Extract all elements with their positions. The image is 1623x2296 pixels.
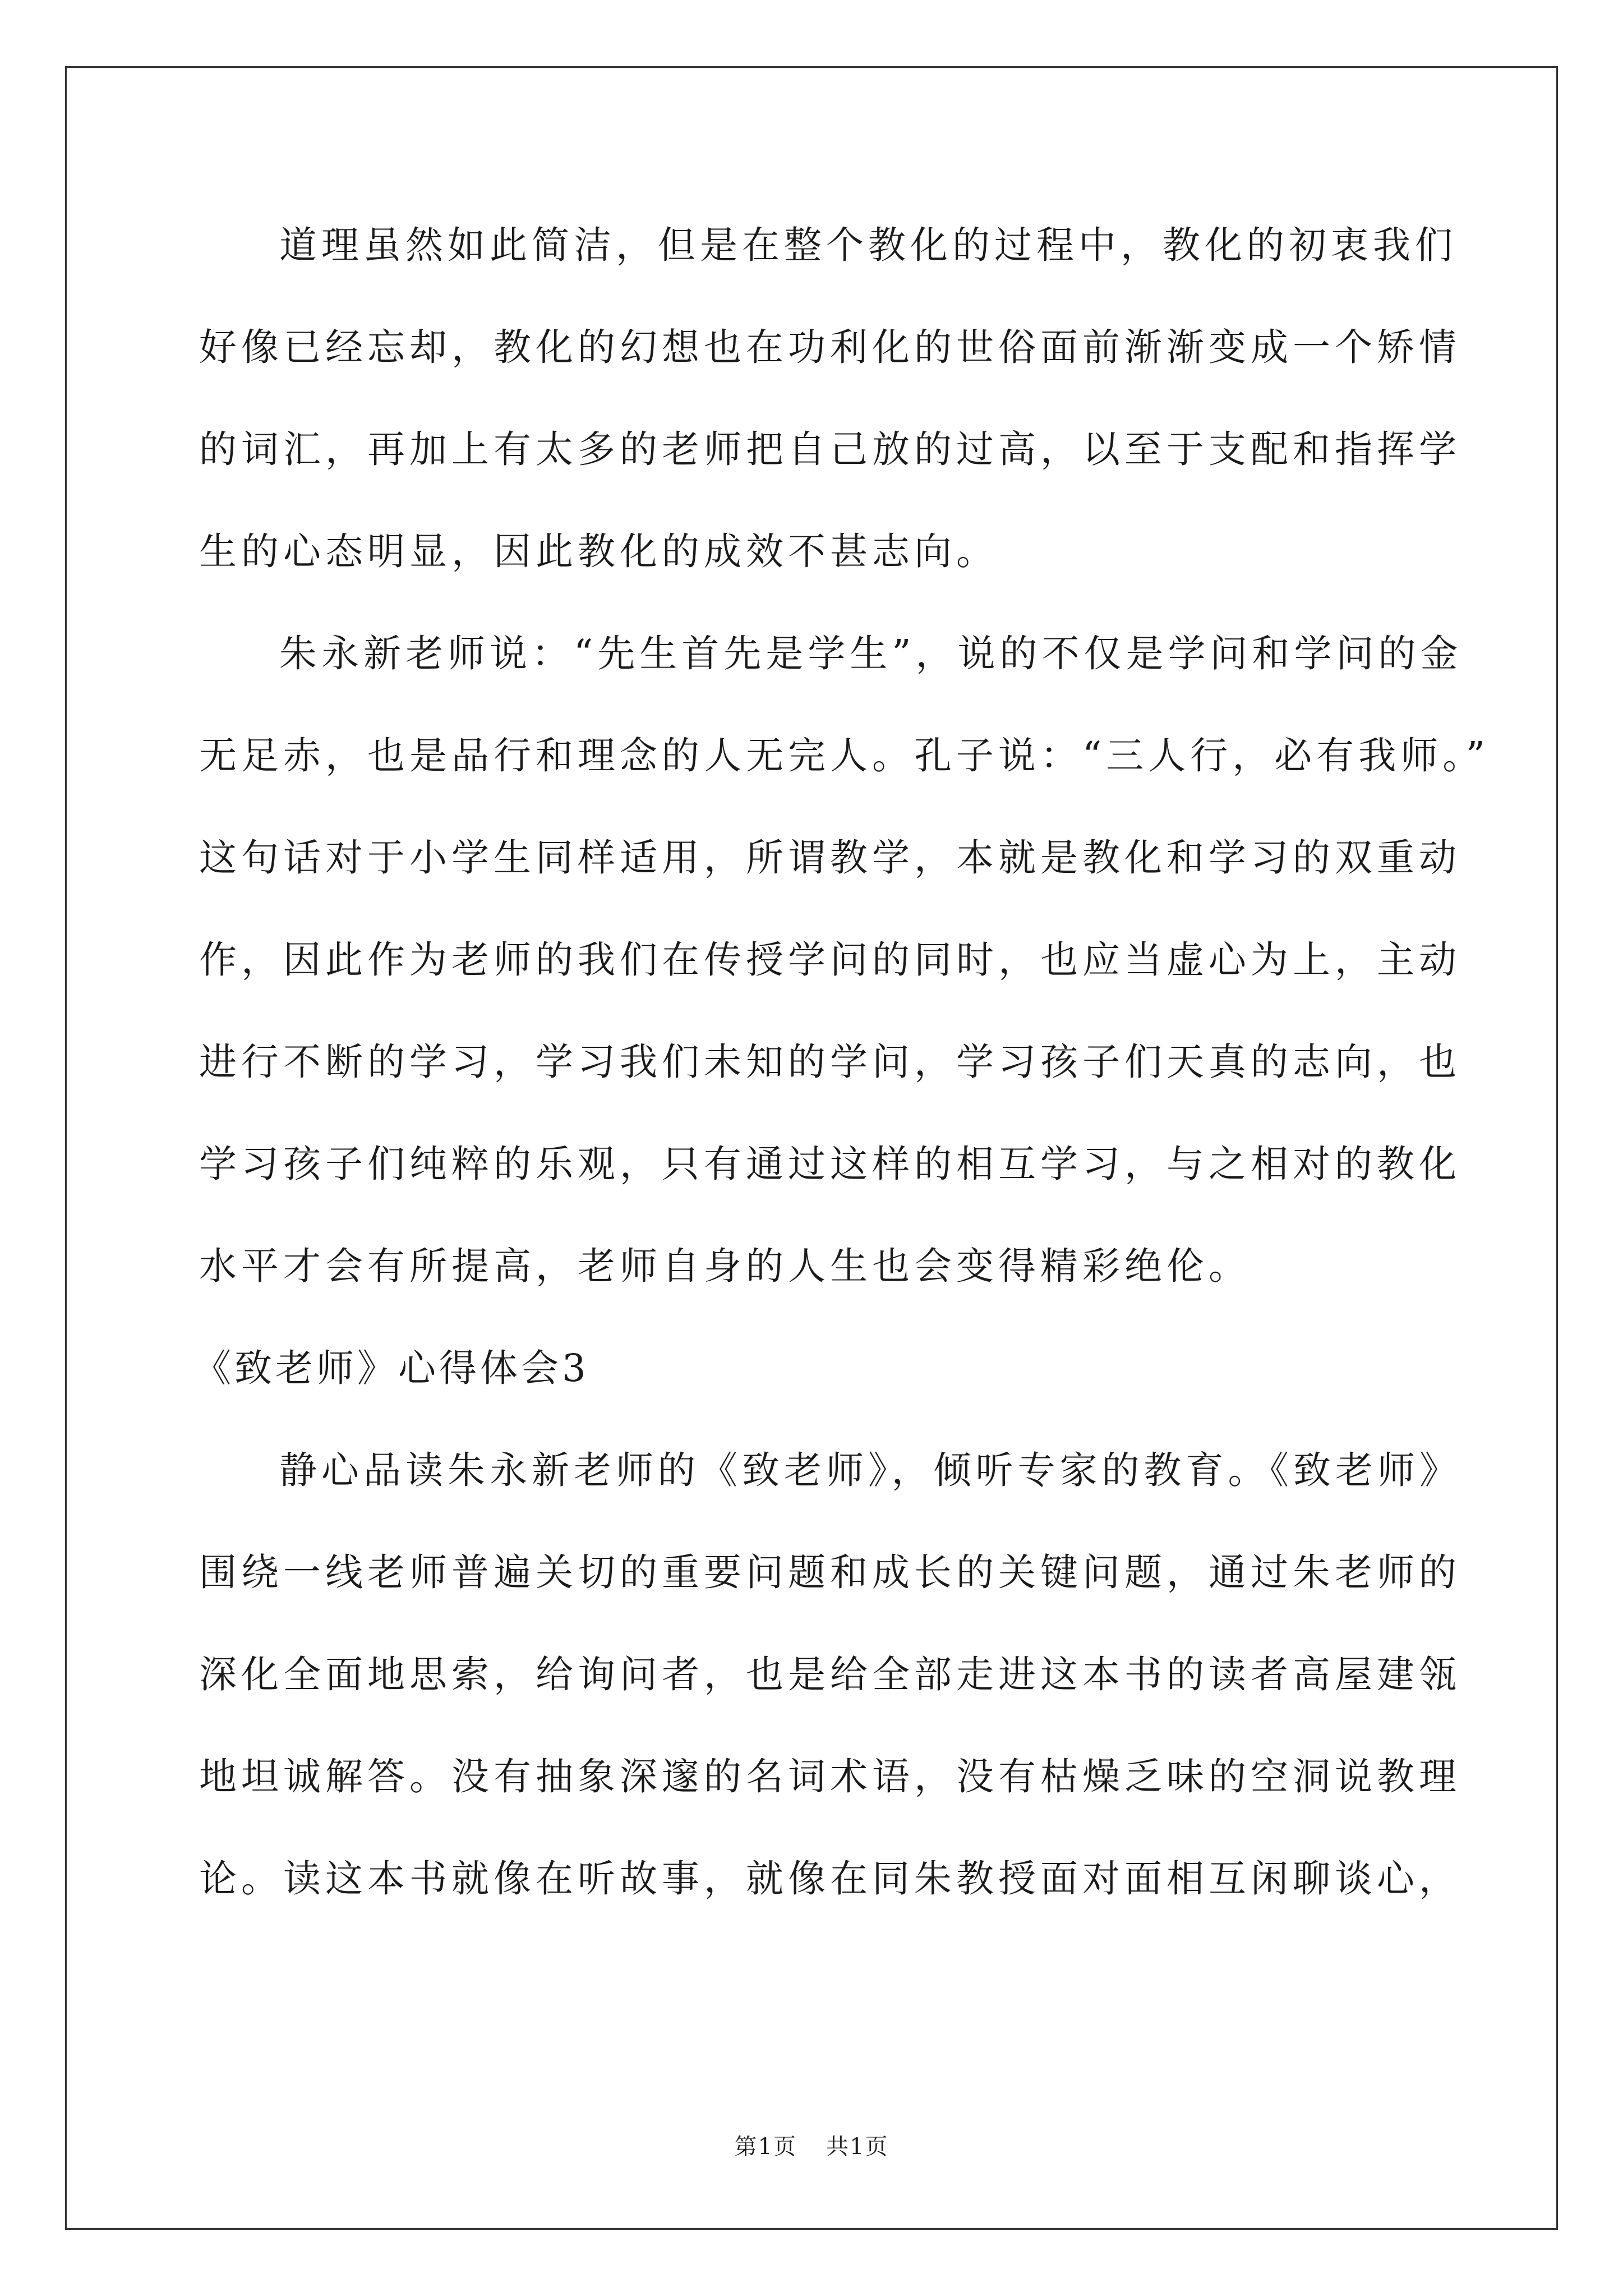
page-number: 第1页 [734, 2134, 797, 2160]
paragraph-3 [199, 1441, 1461, 1952]
document-body [193, 216, 1490, 1952]
paragraph-line: 学习孩子们纯粹的乐观，只有通过这样的相互学习，与之相对的教化 [199, 1142, 1461, 1186]
paragraph-line: 进行不断的学习，学习我们未知的学问，学习孩子们天真的志向，也 [199, 1040, 1461, 1084]
paragraph-line: 无足赤，也是品行和理念的人无完人。孔子说：“三人行，必有我师。” [199, 734, 1490, 777]
paragraph-line: 朱永新老师说：“先生首先是学生”，说的不仅是学问和学问的金 [279, 632, 1463, 675]
paragraph-line: 这句话对于小学生同样适用，所谓教学，本就是教化和学习的双重动 [199, 836, 1461, 880]
paragraph-line: 水平才会有所提高，老师自身的人生也会变得精彩绝伦。 [199, 1244, 1251, 1288]
paragraph-line: 围绕一线老师普遍关切的重要问题和成长的关键问题，通过朱老师的 [199, 1550, 1461, 1594]
paragraph-line: 作，因此作为老师的我们在传授学问的同时，也应当虚心为上，主动 [199, 938, 1461, 982]
section-heading: 《致老师》心得体会3 [193, 1346, 589, 1390]
paragraph-line: 道理虽然如此简洁，但是在整个教化的过程中，教化的初衷我们 [279, 223, 1457, 267]
paragraph-line: 生的心态明显，因此教化的成效不甚志向。 [199, 530, 998, 573]
paragraph-line: 好像已经忘却，教化的幻想也在功利化的世俗面前渐渐变成一个矫情 [199, 325, 1461, 369]
paragraph-line: 的词汇，再加上有太多的老师把自己放的过高，以至于支配和指挥学 [199, 427, 1461, 471]
paragraph-2 [199, 624, 1490, 1339]
paragraph-line: 深化全面地思索，给询问者，也是给全部走进这本书的读者高屋建瓴 [199, 1653, 1461, 1696]
page-total: 共1页 [826, 2134, 889, 2160]
paragraph-line: 地坦诚解答。没有抽象深邃的名词术语，没有枯燥乏味的空洞说教理 [199, 1755, 1461, 1798]
paragraph-line: 静心品读朱永新老师的《致老师》，倾听专家的教育。《致老师》 [279, 1448, 1461, 1492]
paragraph-1 [199, 216, 1461, 624]
paragraph-line: 论。读这本书就像在听故事，就像在同朱教授面对面相互闲聊谈心， [199, 1857, 1461, 1901]
page-footer [0, 2129, 1623, 2161]
